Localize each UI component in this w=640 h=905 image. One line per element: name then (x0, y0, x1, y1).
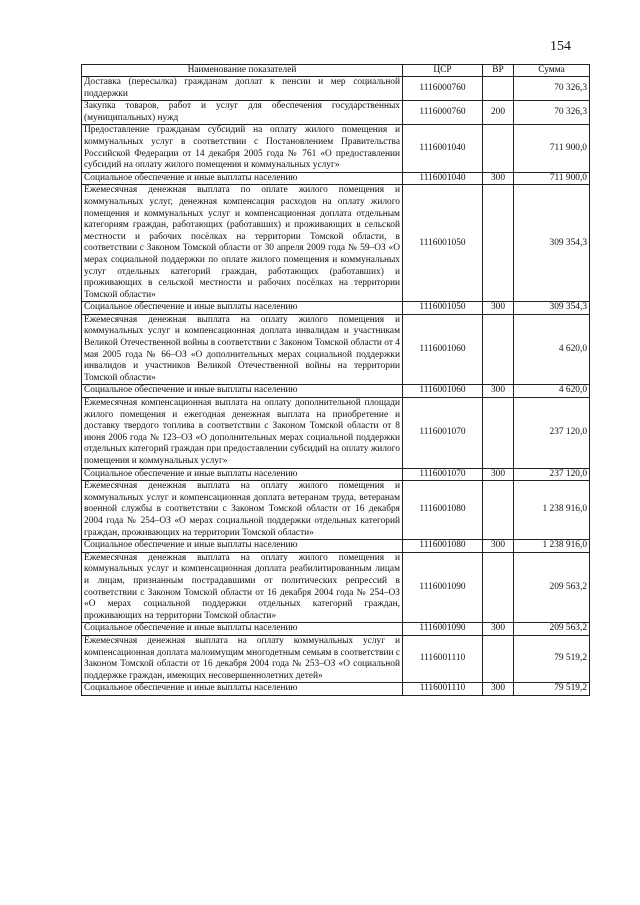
row-sum: 309 354,3 (514, 302, 590, 315)
row-vr (483, 125, 514, 172)
row-csr: 1116001040 (403, 172, 483, 185)
table-row (82, 683, 590, 696)
header-sum: Сумма (514, 65, 590, 77)
row-vr (483, 185, 514, 302)
row-name: Ежемесячная денежная выплата на оплату жилого помещения и коммунальных услуг и компенсационная доплата инвалидам и участникам Великой Отечественной войны в соответствии с Законом Томской области от 4 мая 2005 года № 66–ОЗ «О дополнительных мерах социальной поддержки инвалидов и участников Великой Отечественной войны на территории Томской области» (82, 314, 403, 385)
row-vr (483, 635, 514, 682)
row-sum: 79 519,2 (514, 683, 590, 696)
row-sum: 309 354,3 (514, 185, 590, 302)
row-csr: 1116001050 (403, 302, 483, 315)
header-csr: ЦСР (403, 65, 483, 77)
row-sum: 1 238 916,0 (514, 481, 590, 540)
row-name: Социальное обеспечение и иные выплаты населению (82, 683, 403, 696)
table-row (82, 185, 590, 302)
row-csr: 1116001060 (403, 385, 483, 398)
row-vr: 300 (483, 468, 514, 481)
row-vr: 200 (483, 101, 514, 125)
row-csr: 1116001080 (403, 481, 483, 540)
row-vr: 300 (483, 385, 514, 398)
table-row (82, 125, 590, 172)
table-row (82, 314, 590, 385)
budget-table (81, 64, 590, 696)
table-row (82, 623, 590, 636)
row-vr: 300 (483, 302, 514, 315)
row-csr: 1116001050 (403, 185, 483, 302)
table-row (82, 635, 590, 682)
row-sum: 4 620,0 (514, 314, 590, 385)
table-header (82, 65, 590, 77)
row-vr: 300 (483, 623, 514, 636)
row-csr: 1116001090 (403, 552, 483, 623)
row-csr: 1116001070 (403, 398, 483, 469)
row-name: Социальное обеспечение и иные выплаты населению (82, 172, 403, 185)
row-sum: 237 120,0 (514, 468, 590, 481)
row-vr: 300 (483, 683, 514, 696)
table-body (82, 77, 590, 696)
row-csr: 1116000760 (403, 101, 483, 125)
row-vr (483, 77, 514, 101)
row-vr: 300 (483, 172, 514, 185)
row-sum: 237 120,0 (514, 398, 590, 469)
row-name: Социальное обеспечение и иные выплаты населению (82, 468, 403, 481)
row-sum: 70 326,3 (514, 77, 590, 101)
row-sum: 4 620,0 (514, 385, 590, 398)
row-sum: 711 900,0 (514, 125, 590, 172)
row-sum: 79 519,2 (514, 635, 590, 682)
table-row (82, 172, 590, 185)
row-vr (483, 481, 514, 540)
table-row (82, 468, 590, 481)
row-name: Ежемесячная денежная выплата на оплату жилого помещения и коммунальных услуг и компенсационная доплата реабилитированным лицам и лицам, признанным пострадавшими от политических репрессий в соответствии с Законом Томской области от 16 декабря 2004 года № 254–ОЗ «О мерах социальной поддержки отдельных категорий граждан, проживающих на территории Томской области» (82, 552, 403, 623)
row-csr: 1116001110 (403, 635, 483, 682)
row-name: Предоставление гражданам субсидий на оплату жилого помещения и коммунальных услуг в соответствии с Постановлением Правительства Российской Федерации от 14 декабря 2005 года № 761 «О предоставлении субсидий на оплату жилого помещения и коммунальных услуг» (82, 125, 403, 172)
row-vr: 300 (483, 540, 514, 553)
row-vr (483, 552, 514, 623)
table-row (82, 101, 590, 125)
table-row (82, 552, 590, 623)
row-sum: 1 238 916,0 (514, 540, 590, 553)
row-csr: 1116001070 (403, 468, 483, 481)
row-sum: 209 563,2 (514, 552, 590, 623)
row-name: Социальное обеспечение и иные выплаты населению (82, 540, 403, 553)
header-vr: ВР (483, 65, 514, 77)
row-csr: 1116001090 (403, 623, 483, 636)
row-sum: 209 563,2 (514, 623, 590, 636)
row-name: Социальное обеспечение и иные выплаты населению (82, 623, 403, 636)
row-name: Ежемесячная компенсационная выплата на оплату дополнительной площади жилого помещения и ежегодная денежная выплата на приобретение и доставку твердого топлива в соответствии с Законом Томской области от 8 июня 2006 года № 123–ОЗ «О дополнительных мерах социальной поддержки отдельных категорий граждан при предоставлении субсидий на оплату жилого помещения и коммунальных услуг» (82, 398, 403, 469)
table-row (82, 540, 590, 553)
row-csr: 1116000760 (403, 77, 483, 101)
row-name: Ежемесячная денежная выплата на оплату жилого помещения и коммунальных услуг и компенсационная доплата ветеранам труда, ветеранам военной службы в соответствии с Законом Томской области от 16 декабря 2004 года № 254–ОЗ «О мерах социальной поддержки отдельных категорий граждан, проживающих на территории Томской области» (82, 481, 403, 540)
row-csr: 1116001060 (403, 314, 483, 385)
row-sum: 70 326,3 (514, 101, 590, 125)
table-row (82, 481, 590, 540)
row-name: Доставка (пересылка) гражданам доплат к пенсии и мер социальной поддержки (82, 77, 403, 101)
row-sum: 711 900,0 (514, 172, 590, 185)
row-csr: 1116001110 (403, 683, 483, 696)
header-row (82, 65, 590, 77)
row-csr: 1116001080 (403, 540, 483, 553)
header-name: Наименование показателей (82, 65, 403, 77)
row-name: Ежемесячная денежная выплата по оплате жилого помещения и коммунальных услуг, денежная компенсация расходов на оплату жилого помещения и коммунальных услуг и компенсационная доплата отдельным категориям граждан, работающих (работавших) и проживающих в сельской местности и рабочих посёлках на территории Томской области, в соответствии с Законом Томской области от 30 апреля 2009 года № 59–ОЗ «О мерах социальной поддержки по оплате жилого помещения и коммунальных услуг отдельных категорий граждан, работающих (работавших) и проживающих в сельской местности и рабочих посёлках на территории Томской области» (82, 185, 403, 302)
page-number: 154 (550, 39, 571, 54)
row-name: Социальное обеспечение и иные выплаты населению (82, 302, 403, 315)
row-name: Ежемесячная денежная выплата на оплату коммунальных услуг и компенсационная доплата малоимущим многодетным семьям в соответствии с Законом Томской области от 16 декабря 2004 года № 253–ОЗ «О социальной поддержке граждан, имеющих несовершеннолетних детей» (82, 635, 403, 682)
table-row (82, 77, 590, 101)
row-csr: 1116001040 (403, 125, 483, 172)
row-vr (483, 314, 514, 385)
table-row (82, 398, 590, 469)
table-row (82, 385, 590, 398)
table-row (82, 302, 590, 315)
row-name: Закупка товаров, работ и услуг для обеспечения государственных (муниципальных) нужд (82, 101, 403, 125)
row-name: Социальное обеспечение и иные выплаты населению (82, 385, 403, 398)
row-vr (483, 398, 514, 469)
